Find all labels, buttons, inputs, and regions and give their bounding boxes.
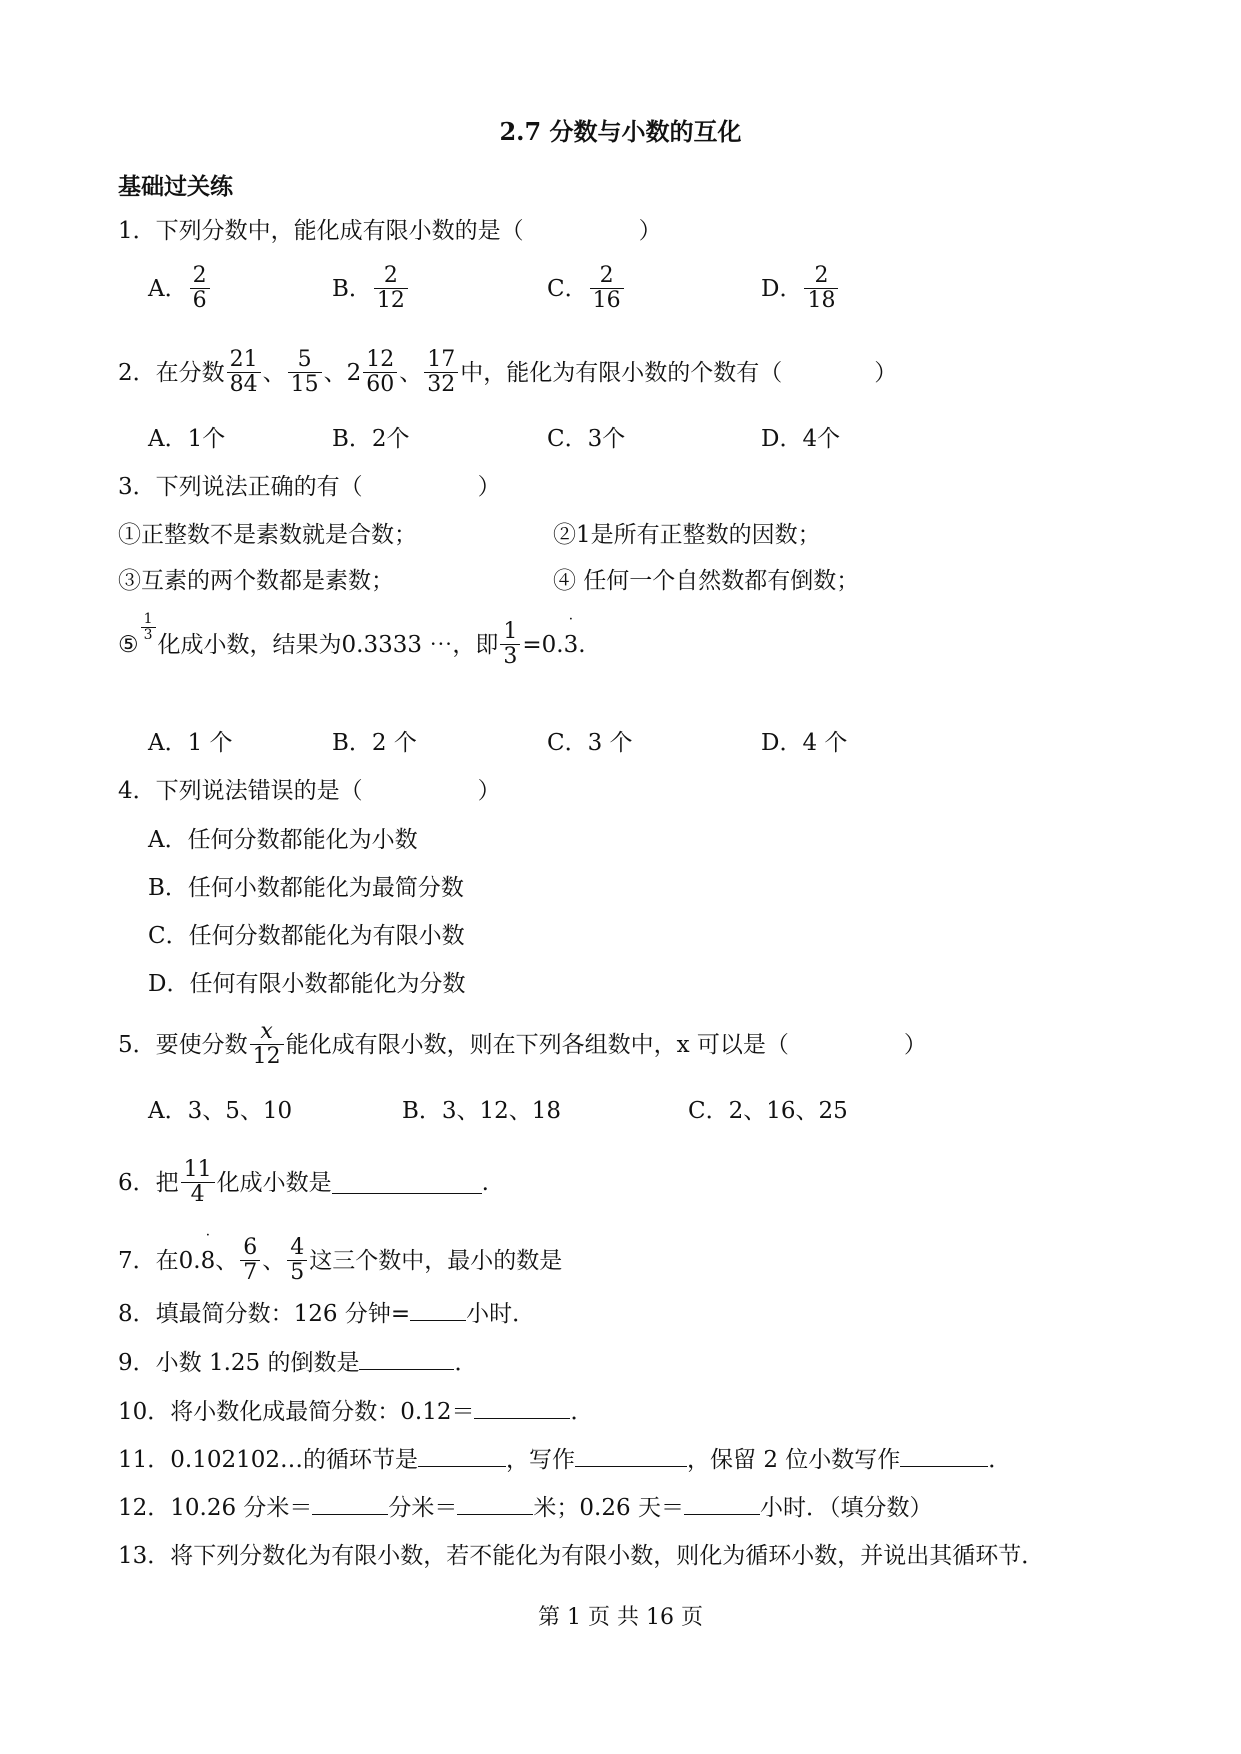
fraction: $\frac{2}{16}$ bbox=[590, 264, 624, 313]
stem-text: ，写作 bbox=[506, 1447, 576, 1473]
stem-text: ． bbox=[454, 1350, 478, 1376]
period: . bbox=[481, 1169, 489, 1196]
question-4-option-d: D．任何有限小数都能化为分数 bbox=[148, 971, 466, 997]
question-1-option-a bbox=[148, 264, 212, 313]
stem-text: 能化成有限小数，则在下列各组数中，x 可以是（ ） bbox=[285, 1031, 927, 1058]
stem-text: 5．要使分数 bbox=[118, 1031, 248, 1058]
answer-blank[interactable] bbox=[457, 1492, 533, 1515]
fraction: $\frac{17}{32}$ bbox=[424, 348, 458, 397]
stem-text: 小时． bbox=[466, 1301, 536, 1327]
fraction: $\frac{6}{7}$ bbox=[240, 1236, 260, 1285]
repeating-digit: ˙ 8 bbox=[200, 1230, 216, 1274]
small-fraction: $\frac{1}{3}$ bbox=[141, 612, 156, 643]
statement-1: ①正整数不是素数就是合数； bbox=[118, 522, 417, 548]
stem-text: 11．0.102102…的循环节是 bbox=[118, 1447, 419, 1473]
section-heading: 基础过关练 bbox=[118, 174, 233, 200]
page-title: 2.7 分数与小数的互化 bbox=[499, 117, 742, 146]
fraction: $\frac{5}{15}$ bbox=[288, 348, 322, 397]
question-11 bbox=[118, 1444, 1011, 1475]
separator: 、 bbox=[215, 1247, 239, 1274]
separator: 、 bbox=[262, 1247, 286, 1274]
option-label: D． bbox=[761, 275, 803, 302]
fraction: $\frac{2}{12}$ bbox=[374, 264, 408, 313]
option-label: C． bbox=[547, 275, 588, 302]
option-label: A． bbox=[148, 275, 188, 302]
mixed-whole: 2 bbox=[346, 359, 362, 386]
question-6-stem bbox=[118, 1158, 489, 1207]
fraction: $\frac{1}{3}$ bbox=[500, 620, 520, 669]
question-3-option-b: B．2 个 bbox=[332, 730, 417, 756]
statement-text: 化成小数，结果为0.3333 ⋯，即 bbox=[157, 631, 499, 658]
stem-text: 2．在分数 bbox=[118, 359, 225, 386]
answer-blank[interactable] bbox=[332, 1171, 482, 1194]
stem-text: ． bbox=[570, 1399, 594, 1425]
fraction: $\frac{2}{6}$ bbox=[190, 264, 210, 313]
stem-text: 分米＝ bbox=[388, 1495, 458, 1521]
answer-blank[interactable] bbox=[474, 1396, 570, 1419]
question-2-stem bbox=[118, 348, 897, 397]
question-1-option-c bbox=[547, 264, 626, 313]
stem-text: 这三个数中，最小的数是 bbox=[309, 1247, 563, 1274]
separator: 、 bbox=[323, 359, 347, 386]
stem-text: 化成小数是 bbox=[216, 1169, 332, 1196]
question-5-option-c: C．2、16、25 bbox=[688, 1098, 848, 1124]
question-9 bbox=[118, 1347, 477, 1378]
question-1-option-b bbox=[332, 264, 410, 313]
answer-blank[interactable] bbox=[575, 1444, 687, 1467]
question-3-option-a: A．1 个 bbox=[148, 730, 233, 756]
stem-text: 10．将小数化成最简分数：0.12＝ bbox=[118, 1399, 475, 1425]
answer-blank[interactable] bbox=[900, 1444, 988, 1467]
option-label: B． bbox=[332, 275, 372, 302]
answer-blank[interactable] bbox=[359, 1347, 454, 1370]
answer-blank[interactable] bbox=[418, 1444, 506, 1467]
question-3-option-d: D．4 个 bbox=[761, 730, 848, 756]
question-1-option-d bbox=[761, 264, 840, 313]
answer-blank[interactable] bbox=[312, 1492, 388, 1515]
question-8 bbox=[118, 1298, 535, 1329]
question-3-option-c: C．3 个 bbox=[547, 730, 633, 756]
statement-marker: ⑤ bbox=[118, 631, 139, 658]
question-4-option-c: C．任何分数都能化为有限小数 bbox=[148, 923, 465, 949]
stem-text: 9．小数 1.25 的倒数是 bbox=[118, 1350, 360, 1376]
fraction: $\frac{12}{60}$ bbox=[363, 348, 397, 397]
question-12 bbox=[118, 1492, 932, 1523]
question-1-stem: 1．下列分数中，能化成有限小数的是（ ） bbox=[118, 218, 662, 244]
answer-blank[interactable] bbox=[684, 1492, 760, 1515]
stem-text: 7．在0. bbox=[118, 1247, 201, 1274]
question-2-option-c: C．3个 bbox=[547, 426, 626, 452]
answer-blank[interactable] bbox=[410, 1298, 466, 1321]
fraction: $\frac{4}{5}$ bbox=[287, 1236, 307, 1285]
page-footer: 第 1 页 共 16 页 bbox=[538, 1605, 703, 1630]
stem-text: 中，能化为有限小数的个数有（ ） bbox=[460, 359, 898, 386]
stem-text: 8．填最简分数：126 分钟= bbox=[118, 1301, 411, 1327]
question-4-option-b: B．任何小数都能化为最简分数 bbox=[148, 875, 464, 901]
question-5-option-b: B．3、12、18 bbox=[402, 1098, 562, 1124]
question-3-stem: 3．下列说法正确的有（ ） bbox=[118, 474, 501, 500]
question-5-option-a: A．3、5、10 bbox=[148, 1098, 293, 1124]
stem-text: 6．把 bbox=[118, 1169, 179, 1196]
repeating-digit: ˙ 3 bbox=[563, 614, 579, 658]
question-13-stem: 13．将下列分数化为有限小数，若不能化为有限小数，则化为循环小数，并说出其循环节． bbox=[118, 1543, 1045, 1569]
period: ． bbox=[988, 1447, 1012, 1473]
period: . bbox=[578, 631, 586, 658]
question-4-stem: 4．下列说法错误的是（ ） bbox=[118, 778, 501, 804]
equals-text: =0. bbox=[522, 631, 564, 658]
fraction: $\frac{21}{84}$ bbox=[227, 348, 261, 397]
statement-4: ④ 任何一个自然数都有倒数； bbox=[553, 568, 860, 594]
separator: 、 bbox=[262, 359, 286, 386]
stem-text: 12．10.26 分米＝ bbox=[118, 1495, 313, 1521]
statement-3: ③互素的两个数都是素数； bbox=[118, 568, 394, 594]
question-4-option-a: A．任何分数都能化为小数 bbox=[148, 827, 418, 853]
statement-2: ②1是所有正整数的因数； bbox=[553, 522, 821, 548]
stem-text: 小时．（填分数） bbox=[759, 1495, 933, 1521]
fraction: $\frac{2}{18}$ bbox=[804, 264, 838, 313]
question-2-option-a: A．1个 bbox=[148, 426, 226, 452]
question-2-option-b: B．2个 bbox=[332, 426, 410, 452]
question-2-option-d: D．4个 bbox=[761, 426, 841, 452]
stem-text: 米；0.26 天＝ bbox=[533, 1495, 684, 1521]
stem-text: ，保留 2 位小数写作 bbox=[687, 1447, 901, 1473]
question-7-stem bbox=[118, 1230, 563, 1285]
fraction: $\frac{11}{4}$ bbox=[181, 1158, 215, 1207]
fraction: $\frac{x}{12}$ bbox=[250, 1020, 284, 1069]
separator: 、 bbox=[399, 359, 423, 386]
statement-5 bbox=[118, 611, 586, 669]
question-5-stem bbox=[118, 1020, 927, 1069]
question-10 bbox=[118, 1396, 593, 1427]
